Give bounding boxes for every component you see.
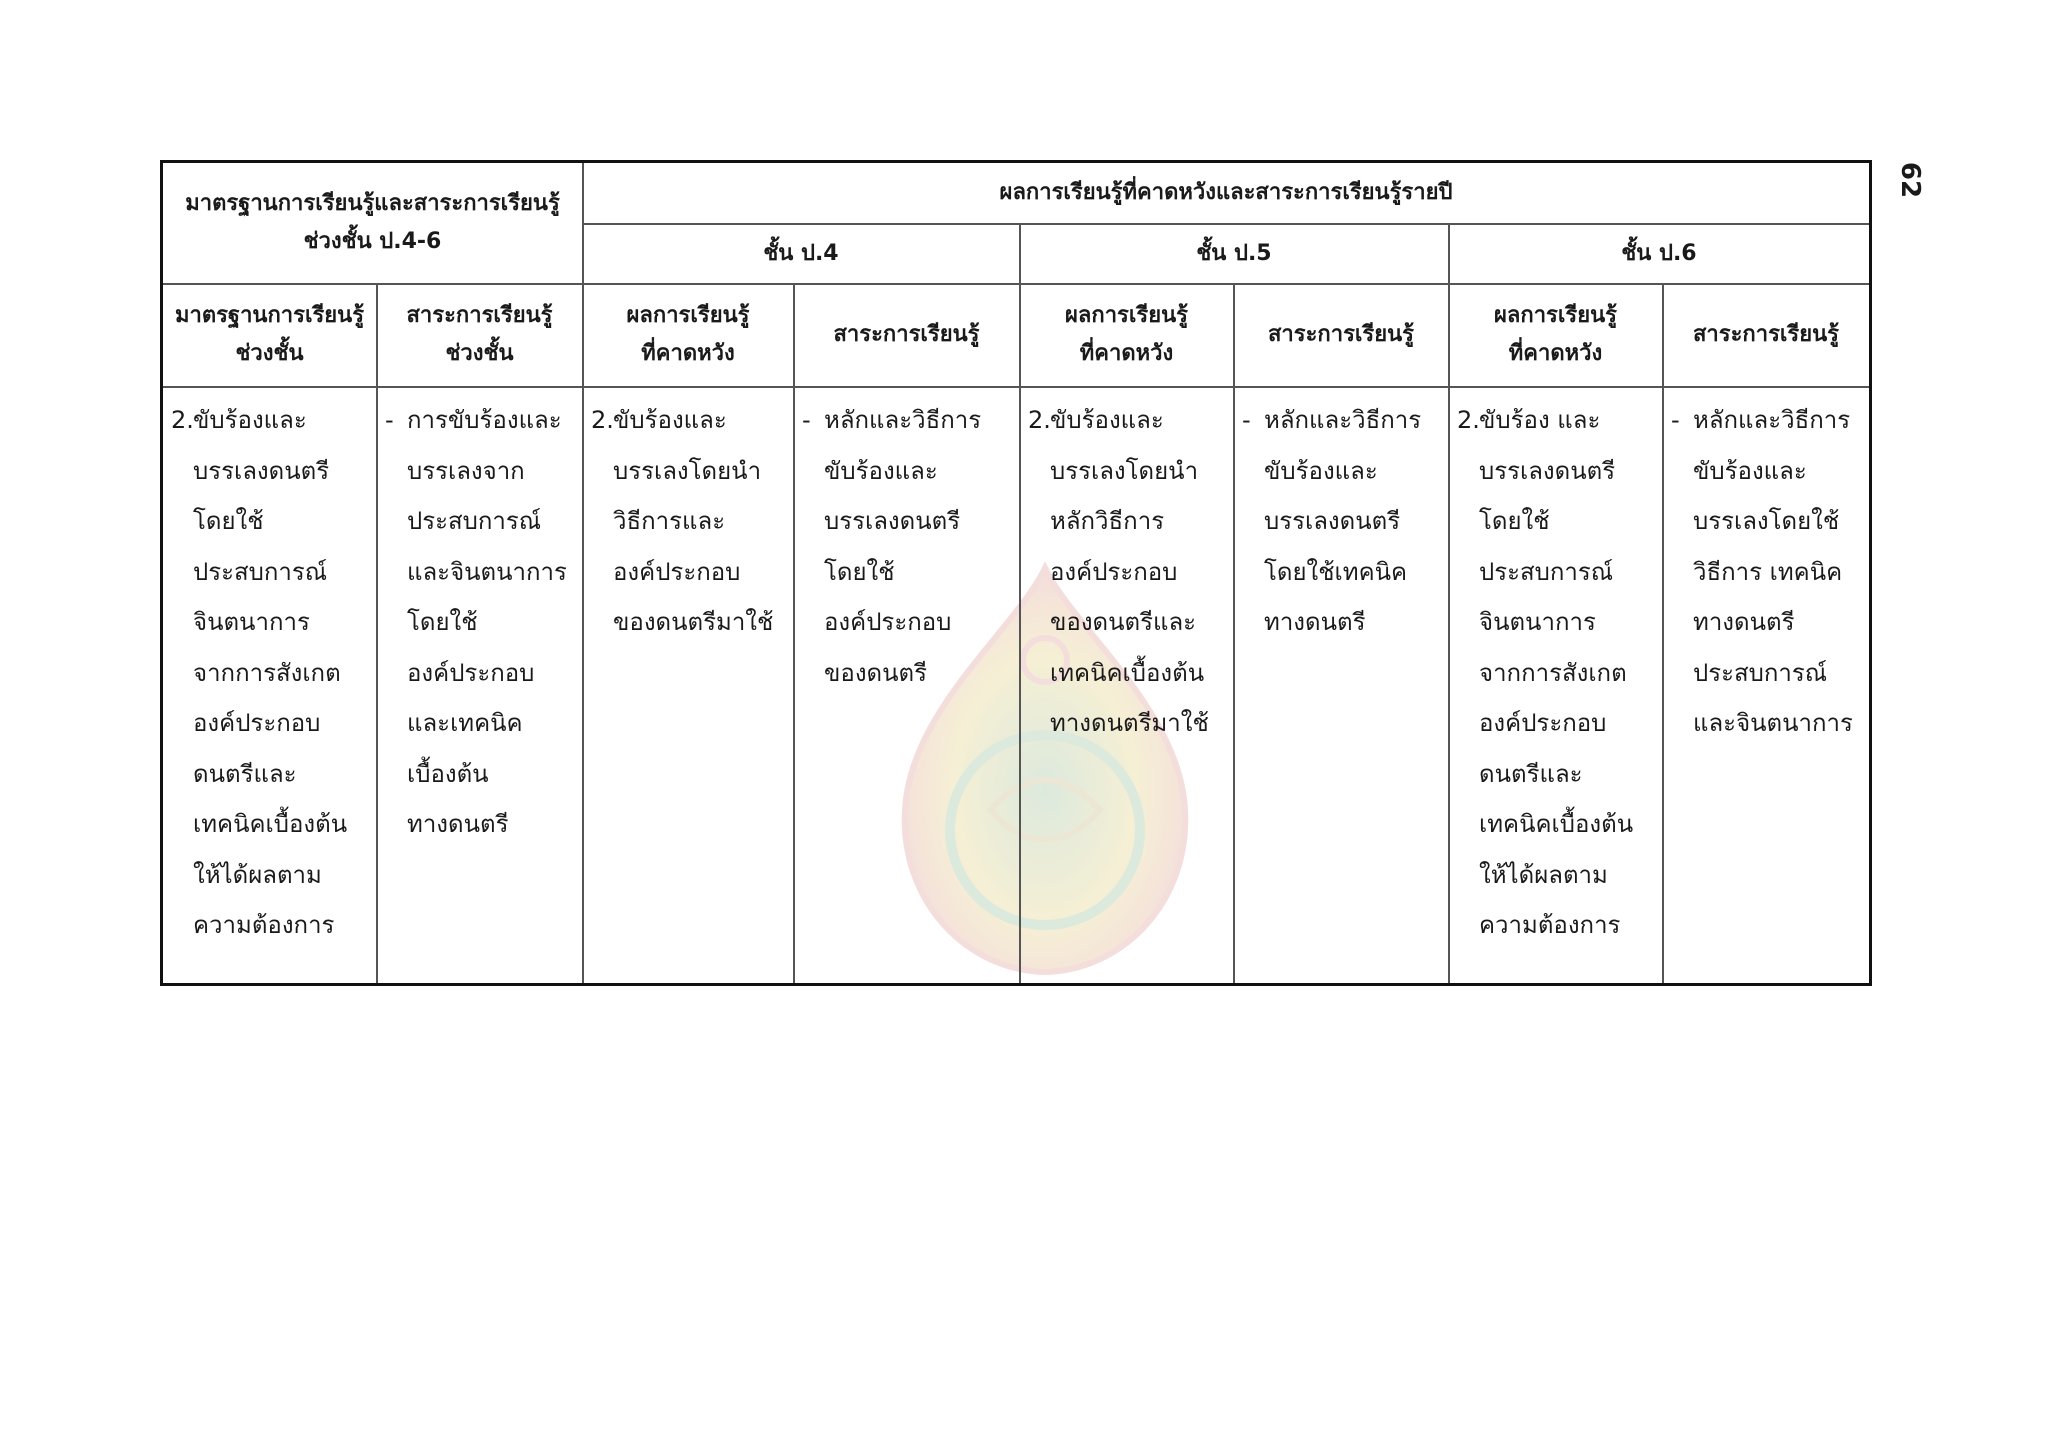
cell-line: เทคนิคเบื้องต้น (1050, 658, 1205, 687)
cell-line: ขับร้องและ (1693, 456, 1807, 485)
cell-line: ขับร้อง และ (1479, 406, 1601, 434)
cell-line: บรรเลงดนตรี (1479, 456, 1616, 485)
col-header-content-p6: สาระการเรียนรู้ (1693, 322, 1839, 347)
cell-line: องค์ประกอบ (193, 709, 321, 737)
item-marker: 2. (1028, 406, 1051, 434)
cell-line: โดยใช้ (193, 507, 264, 535)
cell-line: บรรเลงดนตรี (824, 507, 961, 535)
col-header-standard: มาตรฐานการเรียนรู้ ช่วงชั้น (174, 303, 365, 366)
cell-line: ขับร้องและ (613, 406, 727, 434)
cell-line: ของดนตรีมาใช้ (613, 608, 774, 636)
col-header-content-p4: สาระการเรียนรู้ (833, 322, 980, 347)
cell-line: ความต้องการ (1479, 911, 1621, 939)
grade-p4-header: ชั้น ป.4 (763, 240, 839, 266)
item-marker: 2. (1457, 406, 1480, 434)
cell-line: โดยใช้เทคนิค (1264, 557, 1408, 586)
cell-line: ทางดนตรี (1693, 608, 1795, 636)
cell-line: บรรเลงโดยนำ (613, 456, 762, 485)
col-header-content-range: สาระการเรียนรู้ ช่วงชั้น (406, 303, 553, 366)
cell-line: องค์ประกอบ (824, 608, 952, 636)
outcome-p6-cell (1449, 395, 1662, 980)
cell-line: โดยใช้ (1479, 507, 1550, 535)
cell-line: จากการสังเกต (193, 658, 341, 687)
item-marker: - (385, 406, 394, 434)
cell-line: และจินตนาการ (407, 557, 567, 586)
cell-line: ของดนตรีและ (1050, 608, 1197, 636)
content-p6-cell (1663, 395, 1869, 980)
cell-line: บรรเลงดนตรี (193, 456, 330, 485)
outcome-p4-cell (583, 395, 793, 980)
cell-line: และเทคนิค (407, 709, 523, 737)
cell-line: บรรเลงโดยใช้ (1693, 507, 1840, 535)
cell-line: ดนตรีและ (193, 759, 297, 788)
cell-line: ทางดนตรี (407, 810, 509, 838)
grade-p5-header: ชั้น ป.5 (1196, 240, 1272, 266)
header-standards-and-content: มาตรฐานการเรียนรู้และสาระการเรียนรู้ ช่วงชั้น ป.4-6 (185, 191, 560, 254)
cell-line: องค์ประกอบ (1050, 557, 1178, 586)
cell-line: บรรเลงจาก (407, 456, 525, 485)
cell-line: ประสบการณ์ (193, 557, 328, 586)
curriculum-table (160, 160, 1872, 986)
item-marker: - (1242, 406, 1251, 434)
cell-line: จินตนาการ (1479, 608, 1596, 636)
cell-line: ขับร้องและ (824, 456, 938, 485)
cell-line: องค์ประกอบ (613, 557, 741, 586)
col-header-outcome-p6: ผลการเรียนรู้ ที่คาดหวัง (1494, 303, 1617, 366)
cell-line: หลักและวิธีการ (1693, 406, 1851, 434)
cell-line: เบื้องต้น (407, 759, 489, 788)
standard-cell (163, 395, 376, 980)
cell-line: บรรเลงดนตรี (1264, 507, 1401, 535)
cell-line: เทคนิคเบื้องต้น (1479, 810, 1634, 838)
cell-line: การขับร้องและ (407, 406, 562, 434)
cell-line: บรรเลงโดยนำ (1050, 456, 1199, 485)
cell-line: หลักวิธีการ (1050, 507, 1165, 535)
item-marker: - (802, 406, 811, 434)
cell-line: ทางดนตรีมาใช้ (1050, 709, 1209, 737)
cell-line: จินตนาการ (193, 608, 310, 636)
cell-line: โดยใช้ (407, 608, 478, 636)
cell-line: องค์ประกอบ (407, 658, 535, 687)
content-p5-cell (1234, 395, 1448, 980)
cell-line: ประสบการณ์ (407, 507, 542, 535)
item-marker: 2. (591, 406, 614, 434)
cell-line: ประสบการณ์ (1479, 557, 1614, 586)
outcome-p5-cell (1020, 395, 1233, 980)
cell-line: วิธีการและ (613, 507, 726, 535)
cell-line: โดยใช้ (824, 557, 895, 586)
grade-p6-header: ชั้น ป.6 (1621, 240, 1697, 266)
col-header-content-p5: สาระการเรียนรู้ (1268, 322, 1414, 347)
item-marker: - (1671, 406, 1680, 434)
cell-line: ให้ได้ผลตาม (193, 860, 322, 889)
cell-line: ของดนตรี (824, 658, 928, 687)
cell-line: ขับร้องและ (1264, 456, 1378, 485)
cell-line: จากการสังเกต (1479, 658, 1627, 687)
col-header-outcome-p4: ผลการเรียนรู้ ที่คาดหวัง (626, 303, 750, 366)
cell-line: ดนตรีและ (1479, 759, 1583, 788)
cell-line: หลักและวิธีการ (1264, 406, 1422, 434)
col-header-outcome-p5: ผลการเรียนรู้ ที่คาดหวัง (1065, 303, 1188, 366)
page-number: 62 (1895, 161, 1925, 199)
cell-line: ให้ได้ผลตาม (1479, 860, 1608, 889)
cell-line: ขับร้องและ (193, 406, 307, 434)
cell-line: วิธีการ เทคนิค (1693, 557, 1843, 586)
content-p4-cell (794, 395, 1019, 980)
item-marker: 2. (171, 406, 194, 434)
cell-line: และจินตนาการ (1693, 709, 1853, 737)
cell-line: ความต้องการ (193, 911, 335, 939)
cell-line: ทางดนตรี (1264, 608, 1366, 636)
header-annual-outcomes: ผลการเรียนรู้ที่คาดหวังและสาระการเรียนรู้รายปี (999, 180, 1453, 205)
cell-line: เทคนิคเบื้องต้น (193, 810, 348, 838)
cell-line: ขับร้องและ (1050, 406, 1164, 434)
content-range-cell (377, 395, 582, 980)
cell-line: ประสบการณ์ (1693, 658, 1828, 687)
cell-line: หลักและวิธีการ (824, 406, 982, 434)
cell-line: องค์ประกอบ (1479, 709, 1607, 737)
